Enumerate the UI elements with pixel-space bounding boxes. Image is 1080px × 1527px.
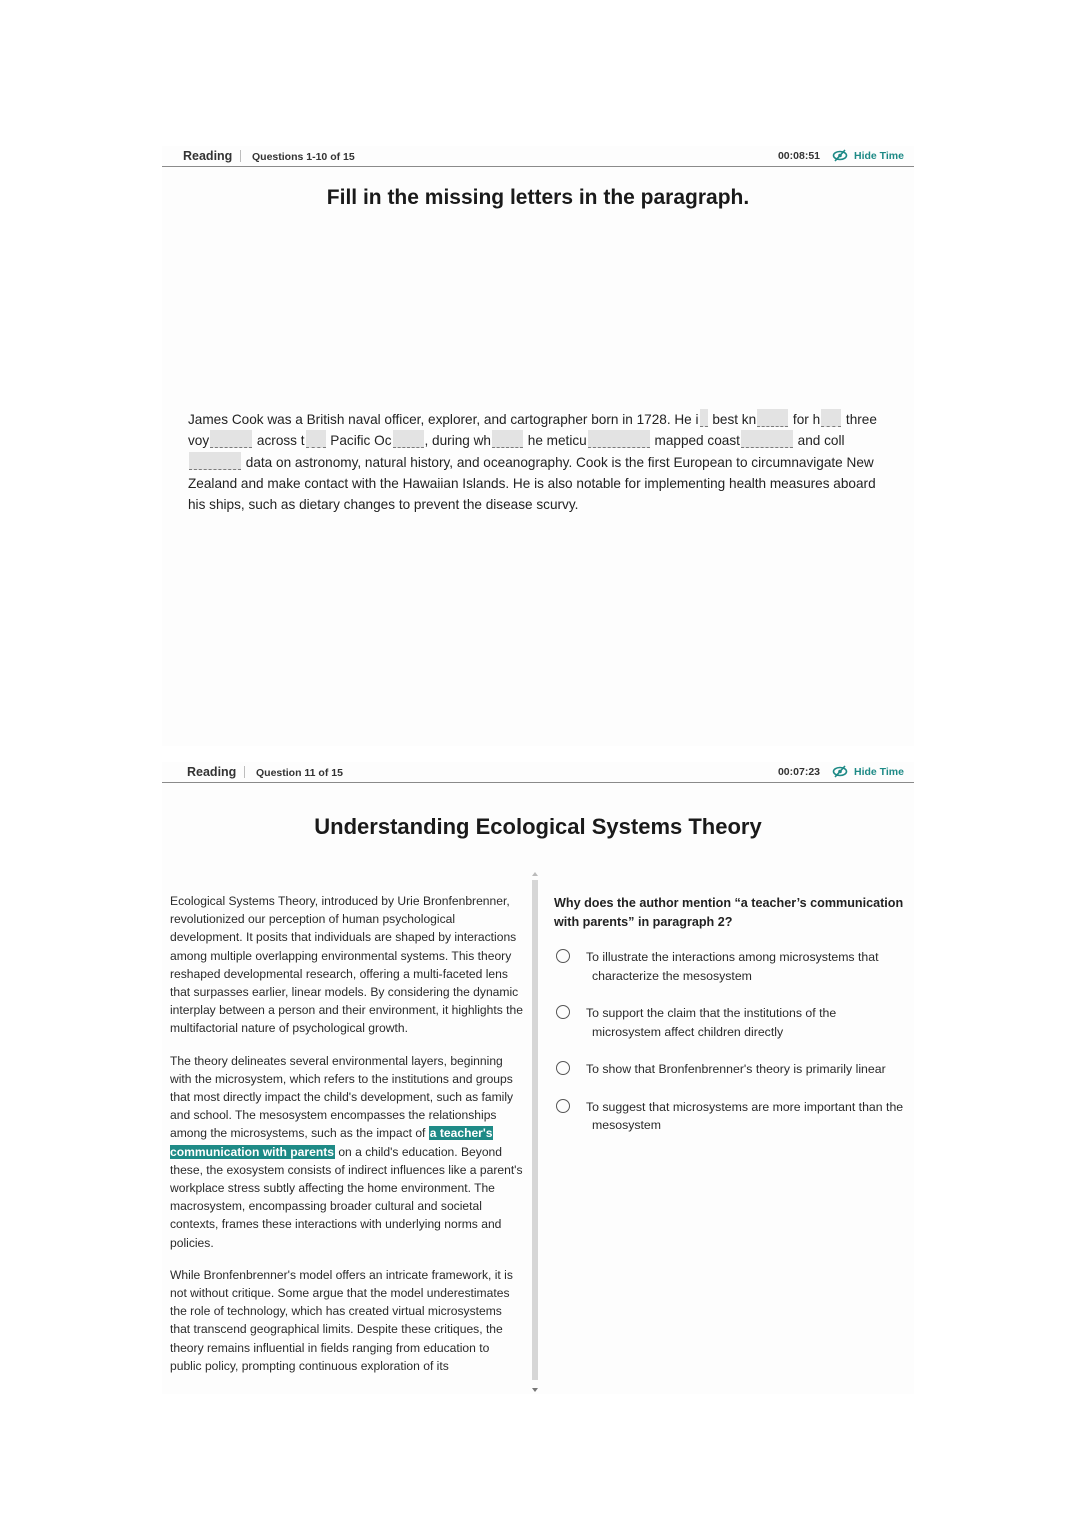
answer-option-4[interactable] [554,1098,906,1135]
radio-button[interactable] [556,1005,570,1019]
radio-button[interactable] [556,1099,570,1113]
blank-input[interactable] [821,409,841,427]
blank-input[interactable] [741,430,793,448]
timer: 00:07:23 [777,766,820,778]
blank-input[interactable] [306,430,326,448]
answer-option-2[interactable] [554,1004,906,1041]
paragraph-text: best kn [708,412,757,427]
passage-paragraph-3: While Bronfenbrenner's model offers an intricate framework, it is not without critique. Some argue that the model underestimates the role of technology, which has created virtual microsystems that transcend geographical limits. Despite these critiques, the theory remains influential in fields ranging from education to public policy, prompting continuous exploration of its [170,1267,513,1373]
passage-scrollbar[interactable] [530,872,538,1392]
paragraph-text: he meticu [524,433,587,449]
answer-option-1[interactable] [554,948,906,985]
scroll-up-icon[interactable] [532,872,538,876]
section-label: Reading [183,149,233,163]
paragraph-text: mapped coast [650,433,740,449]
blank-input[interactable] [588,430,650,448]
question-counter: Questions 1-10 of 15 [252,151,355,163]
blank-input[interactable] [757,409,788,427]
paragraph-text: across t [253,433,305,449]
scroll-thumb[interactable] [532,880,538,1380]
paragraph-text: James Cook was a British naval officer, explorer, and cartographer born in 1728. He i [188,412,699,427]
question-prompt: Why does the author mention “a teacher’s communication with parents” in paragraph 2? [554,896,904,929]
blank-input[interactable] [492,430,523,448]
option-label: To illustrate the interactions among microsystems that characterize the mesosystem [586,950,879,983]
hide-time-button[interactable]: Hide Time [854,150,904,162]
radio-button[interactable] [556,949,570,963]
timer: 00:08:51 [777,150,820,162]
option-label: To show that Bronfenbrenner's theory is primarily linear [586,1062,886,1076]
header-divider [240,150,241,162]
option-label: To support the claim that the institutions of the microsystem affect children directly [586,1006,837,1039]
passage-text: on a child's education. Beyond these, the exosystem consists of indirect influences like a parent's workplace stress subtly affecting the home environment. The macrosystem, encompassing broader cultural and societal contexts, frames these interactions with underlying norms and policies. [170,1144,523,1250]
question-counter: Question 11 of 15 [256,767,343,779]
top-bar [162,146,914,167]
cloze-paragraph [188,409,892,515]
section-label: Reading [187,765,237,779]
hide-time-button[interactable]: Hide Time [854,766,904,778]
passage-title: Understanding Ecological Systems Theory [314,814,762,839]
blank-input[interactable] [210,430,252,448]
eye-slash-icon[interactable] [832,149,848,162]
blank-input[interactable] [393,430,424,448]
passage-paragraph-1: Ecological Systems Theory, introduced by Urie Bronfenbrenner, revolutionized our perception of human psychological development. It posits that individuals are shaped by interactions among multiple overlapping environmental systems. This theory reshaped developmental research, offering a multi-faceted lens that surpasses earlier, linear models. By considering the dynamic interplay between a person and their environment, it highlights the multifactorial nature of psychological growth. [170,894,523,1036]
paragraph-text: three voy [188,412,877,449]
radio-button[interactable] [556,1061,570,1075]
scroll-down-icon[interactable] [532,1388,538,1392]
page-title: Fill in the missing letters in the paragraph. [326,186,750,209]
top-bar [162,762,914,783]
reading-question-panel [162,762,914,1394]
blank-input[interactable] [700,409,708,427]
answer-options [554,948,906,1135]
paragraph-text: Pacific Oc [326,433,392,449]
answer-option-3[interactable] [554,1060,906,1079]
highlighted-phrase: a teacher's communication with parents [170,1126,493,1159]
eye-slash-icon[interactable] [832,765,848,778]
header-divider [244,766,245,778]
option-label: To suggest that microsystems are more important than the mesosystem [586,1099,904,1132]
paragraph-text: , during wh [424,433,491,449]
reading-passage [170,892,524,1389]
paragraph-text: and coll [793,433,845,449]
fill-in-panel [162,146,914,746]
passage-paragraph-2 [170,1052,524,1252]
paragraph-text: for h [789,412,821,427]
blank-input[interactable] [189,452,241,470]
paragraph-text: data on astronomy, natural history, and oceanography. Cook is the first European to circumnavigate New Zealand and make contact with the Hawaiian Islands. He is also notable for implementing health measures aboard his ships, such as dietary changes to prevent the disease scurvy. [188,454,876,513]
passage-text: The theory delineates several environmental layers, beginning with the microsystem, which refers to the institutions and groups that most directly impact the child's development, such as family and school. The mesosystem encompasses the relationships among the microsystems, such as the impact of [170,1053,514,1141]
